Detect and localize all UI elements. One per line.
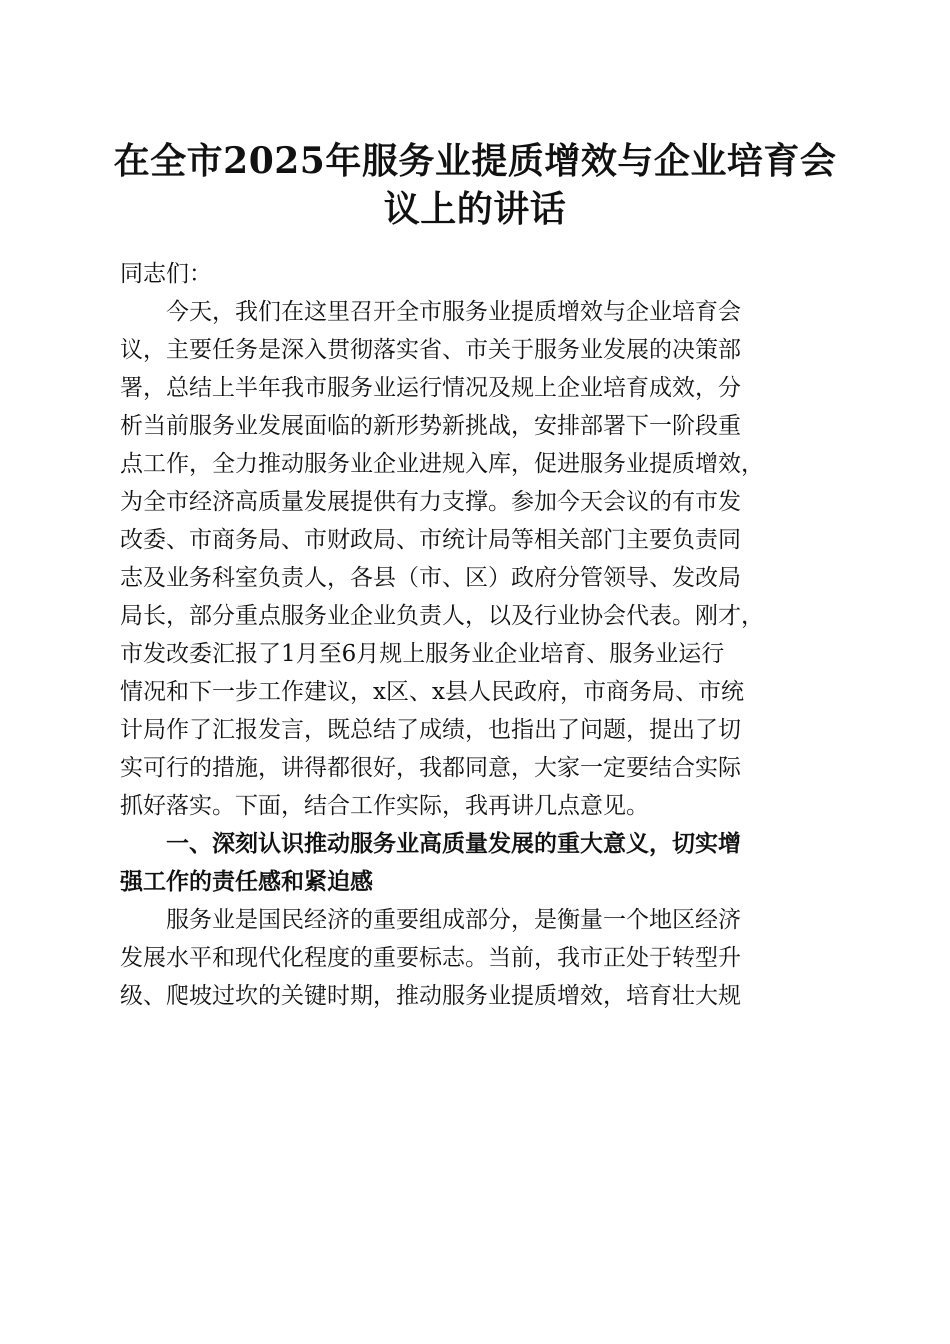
paragraph-line: 级、爬坡过坎的关键时期，推动服务业提质增效，培育壮大规 [120, 983, 741, 1009]
document-title-line-1: 在全市2025年服务业提质增效与企业培育会 [113, 140, 837, 182]
paragraph-line: 市发改委汇报了1月至6月规上服务业企业培育、服务业运行 [120, 641, 725, 667]
paragraph-line: 志及业务科室负责人，各县（市、区）政府分管领导、发改局 [120, 565, 741, 591]
paragraph-line: 计局作了汇报发言，既总结了成绩，也指出了问题，提出了切 [120, 717, 741, 743]
paragraph-line: 发展水平和现代化程度的重要标志。当前，我市正处于转型升 [120, 945, 741, 971]
paragraph-1 [120, 293, 826, 825]
paragraph-line: 为全市经济高质量发展提供有力支撑。参加今天会议的有市发 [120, 489, 741, 515]
paragraph-line: 改委、市商务局、市财政局、市统计局等相关部门主要负责同 [120, 527, 741, 553]
paragraph-line: 析当前服务业发展面临的新形势新挑战，安排部署下一阶段重 [120, 413, 741, 439]
paragraph-line: 议，主要任务是深入贯彻落实省、市关于服务业发展的决策部 [120, 337, 741, 363]
section-heading-1 [120, 825, 826, 901]
paragraph-line: 局长，部分重点服务业企业负责人，以及行业协会代表。刚才， [120, 603, 764, 629]
document-body [120, 255, 826, 1015]
paragraph-line: 署，总结上半年我市服务业运行情况及规上企业培育成效，分 [120, 375, 741, 401]
paragraph-line: 点工作，全力推动服务业企业进规入库，促进服务业提质增效， [120, 451, 764, 477]
paragraph-line: 服务业是国民经济的重要组成部分，是衡量一个地区经济 [120, 907, 741, 933]
document-title-line-2: 议上的讲话 [383, 188, 567, 230]
section-heading-line: 一、深刻认识推动服务业高质量发展的重大意义，切实增 [120, 831, 741, 857]
paragraph-line: 实可行的措施，讲得都很好，我都同意，大家一定要结合实际 [120, 755, 741, 781]
paragraph-line: 抓好落实。下面，结合工作实际，我再讲几点意见。 [120, 793, 649, 819]
paragraph-2 [120, 901, 826, 1015]
paragraph-line: 今天，我们在这里召开全市服务业提质增效与企业培育会 [120, 299, 741, 325]
salutation: 同志们： [120, 261, 212, 287]
paragraph-line: 情况和下一步工作建议，x区、x县人民政府，市商务局、市统 [120, 679, 744, 705]
section-heading-line: 强工作的责任感和紧迫感 [120, 869, 373, 895]
